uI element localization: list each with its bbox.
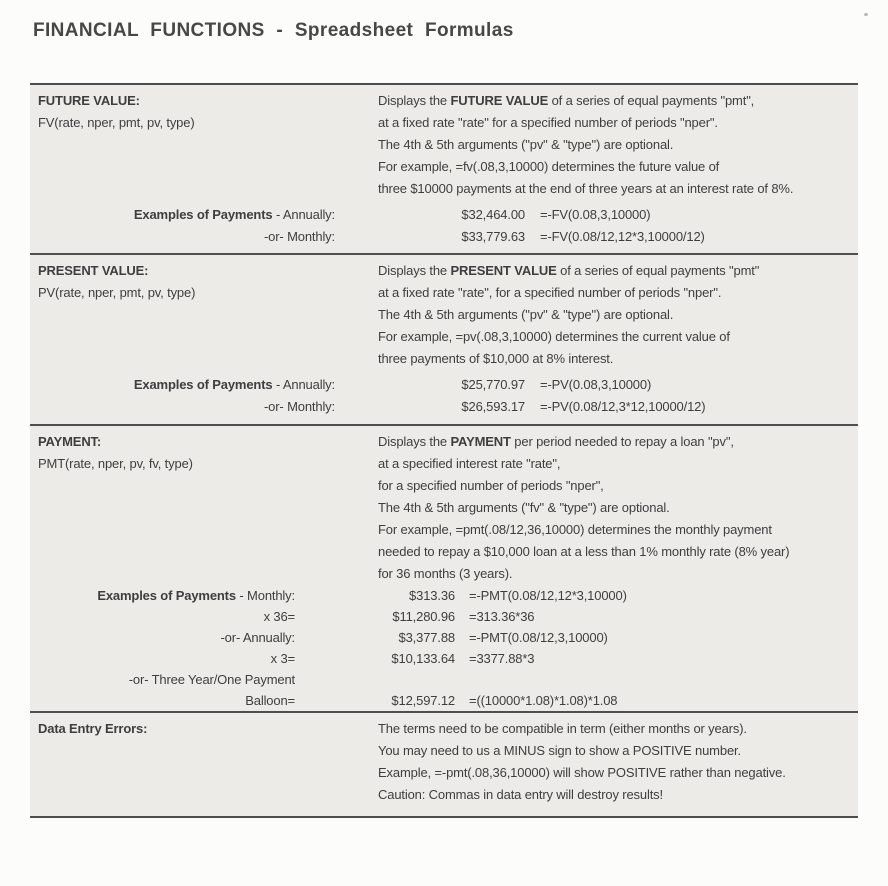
- text: The 4th & 5th arguments ("pv" & "type") are optional.: [378, 307, 674, 322]
- example-label: [30, 204, 335, 226]
- text: Example, =-pmt(.08,36,10000) will show POSITIVE rather than negative.: [378, 765, 786, 780]
- section-description: [378, 90, 858, 200]
- text: -or- Monthly:: [263, 399, 335, 414]
- text: three payments of $10,000 at 8% interest.: [378, 351, 614, 366]
- text: Displays the: [378, 263, 451, 278]
- description-line: [378, 282, 858, 304]
- section-syntax: PV(rate, nper, pmt, pv, type): [38, 285, 196, 300]
- section-title: PAYMENT:: [38, 434, 102, 449]
- section-description: [378, 718, 858, 806]
- text: You may need to us a MINUS sign to show a POSITIVE number.: [378, 743, 741, 758]
- bold-text: PRESENT VALUE: [450, 263, 557, 278]
- description-line: [378, 178, 858, 200]
- text: Displays the: [378, 93, 451, 108]
- section-columns: [30, 718, 858, 806]
- description-line: [378, 304, 858, 326]
- section-title: PRESENT VALUE:: [38, 263, 149, 278]
- example-formula: =-FV(0.08/12,12*3,10000/12): [540, 229, 705, 244]
- example-formula: =-PMT(0.08/12,3,10000): [469, 630, 608, 645]
- bold-text: FUTURE VALUE: [450, 93, 549, 108]
- text: - Monthly:: [235, 588, 295, 603]
- text: for a specified number of periods "nper",: [378, 478, 604, 493]
- description-line: [378, 762, 858, 784]
- bold-text: Examples of Payments: [133, 207, 273, 222]
- example-label: [30, 396, 335, 418]
- section-left-column: [30, 431, 378, 585]
- example-value: $313.36: [409, 588, 455, 603]
- bold-text: Examples of Payments: [133, 377, 273, 392]
- example-row: [30, 204, 858, 226]
- text: - Annually:: [272, 377, 335, 392]
- description-line: [378, 519, 858, 541]
- examples: [30, 374, 858, 418]
- text: For example, =pmt(.08/12,36,10000) determines the monthly payment: [378, 522, 772, 537]
- page-title: FINANCIAL FUNCTIONS - Spreadsheet Formulas: [33, 20, 514, 41]
- section-data-entry-errors: [30, 711, 858, 816]
- example-value: $11,280.96: [392, 609, 455, 624]
- description-line: [378, 112, 858, 134]
- section-syntax: PMT(rate, nper, pv, fv, type): [38, 456, 193, 471]
- text: - Annually:: [272, 207, 335, 222]
- example-row: [30, 396, 858, 418]
- example-label: [30, 606, 295, 627]
- scan-speck: [864, 13, 868, 16]
- description-line: [378, 718, 858, 740]
- example-row: [30, 374, 858, 396]
- example-row: [30, 648, 858, 669]
- description-line: [378, 260, 858, 282]
- text: Balloon=: [245, 693, 295, 708]
- example-formula: =-PV(0.08/12,3*12,10000/12): [540, 399, 706, 414]
- text: at a fixed rate "rate" for a specified number of periods "nper".: [378, 115, 718, 130]
- section-present-value: [30, 253, 858, 424]
- example-label: [30, 690, 295, 711]
- section-left-column: [30, 90, 378, 200]
- description-line: [378, 134, 858, 156]
- text: -or- Three Year/One Payment: [128, 672, 295, 687]
- text: The 4th & 5th arguments ("pv" & "type") are optional.: [378, 137, 674, 152]
- description-line: [378, 348, 858, 370]
- sheet: [30, 83, 858, 818]
- bold-text: Examples of Payments: [97, 588, 236, 603]
- example-row: [30, 627, 858, 648]
- text: of a series of equal payments "pmt": [556, 263, 760, 278]
- examples: [30, 204, 858, 248]
- text: The 4th & 5th arguments ("fv" & "type") are optional.: [378, 500, 670, 515]
- section-columns: [30, 431, 858, 585]
- section-payment: [30, 424, 858, 711]
- text: x 3=: [270, 651, 295, 666]
- description-line: [378, 453, 858, 475]
- text: The terms need to be compatible in term (either months or years).: [378, 721, 747, 736]
- section-title: FUTURE VALUE:: [38, 93, 140, 108]
- example-formula: =313.36*36: [469, 609, 535, 624]
- example-label: [30, 585, 295, 606]
- text: For example, =pv(.08,3,10000) determines the current value of: [378, 329, 730, 344]
- example-value: $3,377.88: [398, 630, 455, 645]
- description-line: [378, 326, 858, 348]
- description-line: [378, 475, 858, 497]
- example-value: $10,133.64: [391, 651, 455, 666]
- text: three $10000 payments at the end of three years at an interest rate of 8%.: [378, 181, 794, 196]
- text: Displays the: [378, 434, 451, 449]
- example-label: [30, 627, 295, 648]
- example-label: [30, 374, 335, 396]
- example-label: [30, 669, 295, 690]
- text: -or- Monthly:: [263, 229, 335, 244]
- example-value: $25,770.97: [461, 377, 525, 392]
- example-value: $33,779.63: [461, 229, 525, 244]
- description-line: [378, 497, 858, 519]
- example-row: [30, 585, 858, 606]
- example-value: $26,593.17: [461, 399, 525, 414]
- example-formula: =((10000*1.08)*1.08)*1.08: [469, 693, 618, 708]
- example-label: [30, 648, 295, 669]
- text: per period needed to repay a loan "pv",: [510, 434, 734, 449]
- text: Caution: Commas in data entry will destroy results!: [378, 787, 663, 802]
- text: For example, =fv(.08,3,10000) determines the future value of: [378, 159, 720, 174]
- section-title: Data Entry Errors:: [38, 721, 148, 736]
- example-value: $32,464.00: [461, 207, 525, 222]
- examples: [30, 585, 858, 711]
- example-row: [30, 669, 858, 690]
- description-line: [378, 431, 858, 453]
- section-future-value: [30, 83, 858, 253]
- example-row: [30, 690, 858, 711]
- description-line: [378, 156, 858, 178]
- section-left-column: [30, 718, 378, 806]
- description-line: [378, 563, 858, 585]
- text: at a fixed rate "rate", for a specified number of periods "nper".: [378, 285, 722, 300]
- text: of a series of equal payments "pmt",: [548, 93, 755, 108]
- section-description: [378, 431, 858, 585]
- section-left-column: [30, 260, 378, 370]
- text: -or- Annually:: [220, 630, 295, 645]
- example-formula: =-PMT(0.08/12,12*3,10000): [469, 588, 627, 603]
- text: for 36 months (3 years).: [378, 566, 513, 581]
- example-formula: =3377.88*3: [469, 651, 535, 666]
- example-formula: =-FV(0.08,3,10000): [540, 207, 651, 222]
- text: x 36=: [263, 609, 295, 624]
- text: needed to repay a $10,000 loan at a less than 1% monthly rate (8% year): [378, 544, 790, 559]
- bold-text: PAYMENT: [450, 434, 511, 449]
- example-value: [295, 669, 455, 690]
- example-formula: [455, 669, 858, 690]
- example-value: $12,597.12: [391, 693, 455, 708]
- description-line: [378, 784, 858, 806]
- description-line: [378, 90, 858, 112]
- example-row: [30, 226, 858, 248]
- section-columns: [30, 260, 858, 370]
- example-label: [30, 226, 335, 248]
- section-syntax: FV(rate, nper, pmt, pv, type): [38, 115, 195, 130]
- example-row: [30, 606, 858, 627]
- description-line: [378, 541, 858, 563]
- description-line: [378, 740, 858, 762]
- section-description: [378, 260, 858, 370]
- text: at a specified interest rate "rate",: [378, 456, 561, 471]
- section-columns: [30, 90, 858, 200]
- example-formula: =-PV(0.08,3,10000): [540, 377, 652, 392]
